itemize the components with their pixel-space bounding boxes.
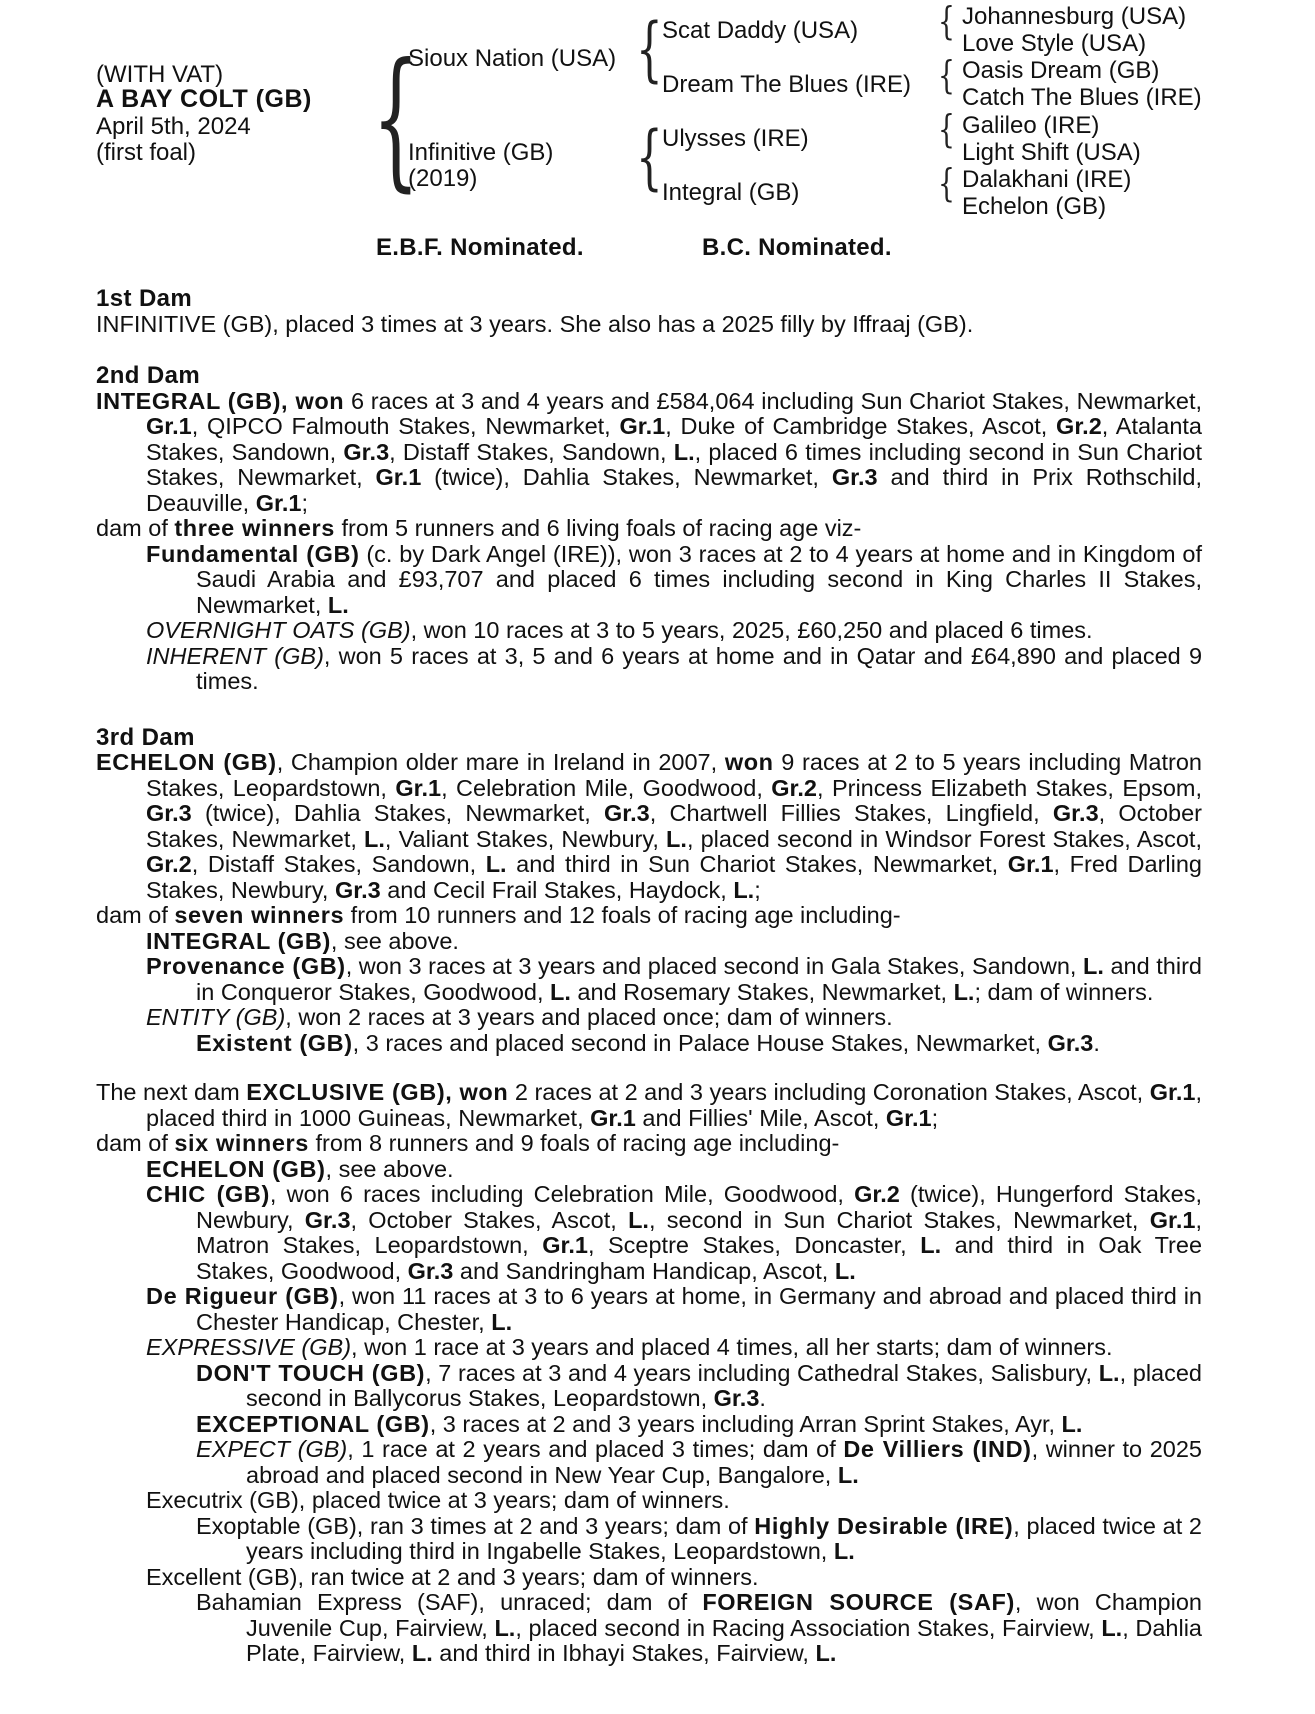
produce-name: ENTITY (GB) bbox=[146, 1004, 286, 1030]
dam-dam: Integral (GB) bbox=[662, 179, 800, 206]
foal-note: (first foal) bbox=[96, 139, 197, 166]
next-dam-record: The next dam EXCLUSIVE (GB), won 2 races at 2 and 3 years including Coronation Stakes, Ascot, Gr.1, placed third in 1000 Guineas, Newmarket, Gr.1 and Fillies' Mile, Ascot, Gr.1; bbox=[96, 1079, 1202, 1131]
granddam-1: Love Style (USA) bbox=[962, 30, 1147, 57]
produce-entry: Provenance (GB), won 3 races at 3 years and placed second in Gala Stakes, Sandown, L. and third in Conqueror Stakes, Goodwood, L. and Rosemary Stakes, Newmarket, L.; dam of winners. bbox=[146, 953, 1202, 1005]
foaling-date: April 5th, 2024 bbox=[96, 113, 251, 140]
produce-entry: Executrix (GB), placed twice at 3 years; dam of winners. bbox=[146, 1487, 730, 1513]
grandsire-1: Johannesburg (USA) bbox=[962, 3, 1187, 30]
produce-name: DON'T TOUCH (GB) bbox=[196, 1359, 426, 1386]
race-grade: L. bbox=[673, 438, 695, 465]
produce-entry: ENTITY (GB), won 2 races at 3 years and placed once; dam of winners. bbox=[146, 1004, 893, 1030]
third-dam-heading: 3rd Dam bbox=[96, 723, 195, 751]
produce-entry: INTEGRAL (GB), see above. bbox=[146, 927, 459, 954]
lot-name: A BAY COLT (GB) bbox=[96, 85, 312, 113]
pedigree-brace-g4: { bbox=[938, 161, 955, 205]
produce-entry: Fundamental (GB) (c. by Dark Angel (IRE)), won 3 races at 2 to 4 years at home and in Kingdom of Saudi Arabia and £93,707 and placed 6 times including second in King Charles II Stakes, Newmarket, L. bbox=[146, 540, 1202, 618]
pedigree-brace-g1: { bbox=[938, 0, 955, 43]
dam-year: (2019) bbox=[408, 165, 478, 192]
race-grade: Gr.1 bbox=[619, 413, 666, 439]
grandsire-4: Dalakhani (IRE) bbox=[962, 166, 1132, 193]
produce-name: ECHELON (GB) bbox=[146, 1155, 326, 1182]
grandsire-3: Galileo (IRE) bbox=[962, 112, 1100, 139]
race-grade: Gr.3 bbox=[831, 464, 878, 490]
second-dam-produce-summary: dam of three winners from 5 runners and 6 living foals of racing age viz- bbox=[96, 515, 862, 541]
produce-entry: EXCEPTIONAL (GB), 3 races at 2 and 3 years including Arran Sprint Stakes, Ayr, L. bbox=[196, 1410, 1083, 1437]
granddam-2: Catch The Blues (IRE) bbox=[962, 84, 1202, 111]
produce-entry: Bahamian Express (SAF), unraced; dam of FOREIGN SOURCE (SAF), won Champion Juvenile Cup, Fairview, L., placed second in Racing Association Stakes, Fairview, L., Dahlia Plate, Fairview, L. and third in Ibhayi Stakes, Fairview, L. bbox=[196, 1589, 1202, 1666]
produce-entry: CHIC (GB), won 6 races including Celebration Mile, Goodwood, Gr.2 (twice), Hungerford Stakes, Newbury, Gr.3, October Stakes, Ascot, L., second in Sun Chariot Stakes, Newmarket, Gr.1, Matron Stakes, Leopardstown, Gr.1, Sceptre Stakes, Doncaster, L. and third in Oak Tree Stakes, Goodwood, Gr.3 and Sandringham Handicap, Ascot, L. bbox=[146, 1181, 1203, 1284]
produce-name: Existent (GB) bbox=[196, 1029, 353, 1056]
next-dam-name: EXCLUSIVE (GB), won bbox=[246, 1079, 509, 1105]
granddam-3: Light Shift (USA) bbox=[962, 139, 1141, 166]
third-dam-record: ECHELON (GB), Champion older mare in Ireland in 2007, won 9 races at 2 to 5 years including Matron Stakes, Leopardstown, Gr.1, Celebration Mile, Goodwood, Gr.2, Princess Elizabeth Stakes, Epsom, Gr.3 (twice), Dahlia Stakes, Newmarket, Gr.3, Chartwell Fillies Stakes, Lingfield, Gr.3, October Stakes, Newmarket, L., Valiant Stakes, Newbury, L., placed second in Windsor Forest Stakes, Ascot, Gr.2, Distaff Stakes, Sandown, L. and third in Sun Chariot Stakes, Newmarket, Gr.1, Fred Darling Stakes, Newbury, Gr.3 and Cecil Frail Stakes, Haydock, L.; bbox=[96, 749, 1203, 903]
third-dam-name: ECHELON (GB) bbox=[96, 749, 277, 775]
dam-name: Infinitive (GB) bbox=[408, 139, 554, 166]
produce-entry: INHERENT (GB), won 5 races at 3, 5 and 6 years at home and in Qatar and £64,890 and placed 9 times. bbox=[146, 642, 1203, 694]
ebf-nominated: E.B.F. Nominated. bbox=[376, 234, 584, 261]
dam-sire: Ulysses (IRE) bbox=[662, 125, 809, 152]
pedigree-brace-sire: { bbox=[636, 8, 663, 90]
produce-name: INHERENT (GB) bbox=[146, 642, 324, 669]
produce-name: CHIC (GB) bbox=[146, 1181, 270, 1207]
grandsire-2: Oasis Dream (GB) bbox=[962, 57, 1160, 84]
race-grade: Gr.2 bbox=[1056, 413, 1102, 439]
produce-entry: Existent (GB), 3 races and placed second in Palace House Stakes, Newmarket, Gr.3. bbox=[196, 1029, 1100, 1056]
sire-dam: Dream The Blues (IRE) bbox=[662, 71, 911, 98]
race-grade: Gr.3 bbox=[343, 438, 390, 465]
vat-note: (WITH VAT) bbox=[96, 61, 224, 88]
produce-entry: EXPRESSIVE (GB), won 1 race at 3 years and placed 4 times, all her starts; dam of winners. bbox=[146, 1334, 1113, 1360]
second-dam-record: INTEGRAL (GB), won 6 races at 3 and 4 years and £584,064 including Sun Chariot Stakes, Newmarket, Gr.1, QIPCO Falmouth Stakes, Newmarket, Gr.1, Duke of Cambridge Stakes, Ascot, Gr.2, Atalanta Stakes, Sandown, Gr.3, Distaff Stakes, Sandown, L., placed 6 times including second in Sun Chariot Stakes, Newmarket, Gr.1 (twice), Dahlia Stakes, Newmarket, Gr.3 and third in Prix Rothschild, Deauville, Gr.1; bbox=[96, 387, 1203, 516]
race-grade: Gr.1 bbox=[375, 464, 422, 490]
granddam-4: Echelon (GB) bbox=[962, 193, 1107, 220]
sire-sire: Scat Daddy (USA) bbox=[662, 17, 859, 44]
produce-entry: Exoptable (GB), ran 3 times at 2 and 3 years; dam of Highly Desirable (IRE), placed twice at 2 years including third in Ingabelle Stakes, Leopardstown, L. bbox=[196, 1512, 1202, 1564]
sire-name: Sioux Nation (USA) bbox=[408, 45, 617, 72]
pedigree-brace-main: { bbox=[372, 32, 420, 206]
catalogue-text bbox=[96, 286, 1202, 1667]
produce-entry: ECHELON (GB), see above. bbox=[146, 1155, 454, 1182]
pedigree-brace-dam: { bbox=[636, 116, 663, 198]
pedigree-brace-g3: { bbox=[938, 107, 955, 151]
produce-entry: OVERNIGHT OATS (GB), won 10 races at 3 to 5 years, 2025, £60,250 and placed 6 times. bbox=[146, 617, 1093, 643]
produce-entry: EXPECT (GB), 1 race at 2 years and placed 3 times; dam of De Villiers (IND), winner to 2025 abroad and placed second in New Year Cup, Bangalore, L. bbox=[196, 1436, 1202, 1488]
produce-name: OVERNIGHT OATS (GB) bbox=[146, 617, 411, 643]
second-dam-heading: 2nd Dam bbox=[96, 362, 201, 389]
race-grade: Gr.1 bbox=[146, 413, 192, 439]
third-dam-produce-summary: dam of seven winners from 10 runners and 12 foals of racing age including- bbox=[96, 902, 901, 928]
next-dam-produce-summary: dam of six winners from 8 runners and 9 foals of racing age including- bbox=[96, 1130, 840, 1156]
produce-entry: De Rigueur (GB), won 11 races at 3 to 6 years at home, in Germany and abroad and placed third in Chester Handicap, Chester, L. bbox=[146, 1283, 1203, 1335]
second-dam-name: INTEGRAL (GB), won bbox=[96, 387, 345, 414]
produce-entry: Excellent (GB), ran twice at 2 and 3 years; dam of winners. bbox=[146, 1563, 759, 1590]
first-dam-text: INFINITIVE (GB), placed 3 times at 3 years. She also has a 2025 filly by Iffraaj (GB). bbox=[96, 310, 974, 337]
produce-name: INTEGRAL (GB) bbox=[146, 927, 331, 954]
produce-name: Provenance (GB) bbox=[146, 953, 346, 979]
produce-entry: DON'T TOUCH (GB), 7 races at 3 and 4 years including Cathedral Stakes, Salisbury, L., placed second in Ballycorus Stakes, Leopardstown, Gr.3. bbox=[196, 1359, 1202, 1411]
first-dam-heading: 1st Dam bbox=[96, 285, 193, 312]
produce-name: EXPRESSIVE (GB) bbox=[146, 1334, 352, 1360]
produce-name: EXPECT (GB) bbox=[196, 1436, 348, 1462]
produce-name: Fundamental (GB) bbox=[146, 540, 360, 567]
race-grade: Gr.1 bbox=[255, 489, 302, 516]
pedigree-brace-g2: { bbox=[938, 53, 955, 97]
produce-name: EXCEPTIONAL (GB) bbox=[196, 1410, 430, 1437]
produce-name: De Rigueur (GB) bbox=[146, 1283, 339, 1309]
bc-nominated: B.C. Nominated. bbox=[702, 234, 892, 261]
